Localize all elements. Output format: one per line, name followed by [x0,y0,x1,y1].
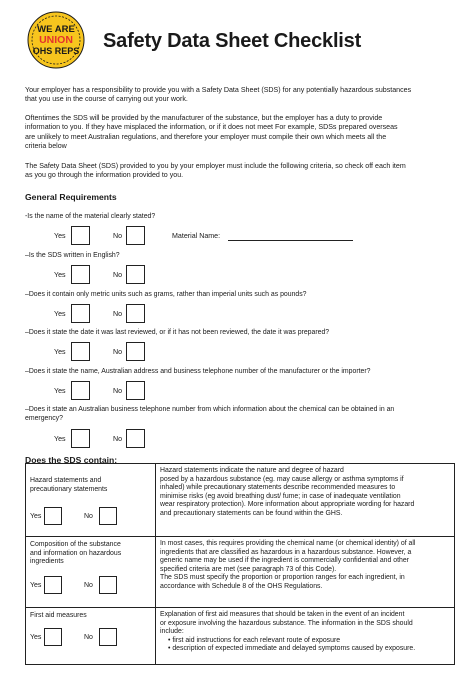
row3-no-checkbox[interactable] [99,628,117,646]
question-manufacturer-details: –Does it state the name, Australian address and business telephone number of the manufacturer or the importer? [25,368,371,375]
q5-yes-checkbox[interactable] [71,381,90,400]
row1-yes-label: Yes [30,513,42,520]
q3-no-checkbox[interactable] [126,304,145,323]
row2-label-line-3: ingredients [30,558,64,565]
row3-bullet-2: • description of expected immediate and delayed symptoms caused by exposure. [168,645,452,654]
row1-desc-line-4: minimise risks (eg avoid breathing dust/ fume; in case of inadequate ventilation [160,492,401,500]
q4-yes-label: Yes [54,348,66,356]
row2-label-line-2: and information on hazardous [30,549,122,557]
sds-contents-table [25,463,455,665]
row3-desc-line-3: include: [160,628,184,635]
row3-yes-label: Yes [30,634,42,641]
intro-p2-line-1: Oftentimes the SDS will be provided by the manufacturer of the substance, but the employer has a duty to provide [25,114,383,122]
q2-no-checkbox[interactable] [126,265,145,284]
page-title: Safety Data Sheet Checklist [103,30,362,52]
row3-desc-line-1: Explanation of first aid measures that should be taken in the event of an incident [160,611,405,618]
row2-no-checkbox[interactable] [99,576,117,594]
q6-line-1: –Does it state an Australian business telephone number from which information about the chemical can be obtained in an [25,406,395,413]
q5-no-checkbox[interactable] [126,381,145,400]
row2-desc-line-2: ingredients that are classified as hazardous in a hazardous substance. However, a [160,548,412,556]
question-review-date: –Does it state the date it was last reviewed, or if it has not been reviewed, the date it was prepared? [25,329,330,336]
intro-p1-line-1: Your employer has a responsibility to provide you with a Safety Data Sheet (SDS) for any potentially hazardous substances [25,86,412,94]
intro-paragraph-1 [25,86,455,105]
q6-no-label: No [113,435,123,443]
row3-description [156,608,456,657]
union-ohs-reps-logo [27,11,85,69]
row3-no-label: No [84,634,93,641]
q5-no-label: No [113,387,123,395]
question-emergency-phone [25,405,455,423]
row2-desc-line-5: The SDS must specify the proportion or proportion ranges for each ingredient, in [160,574,405,581]
q6-no-checkbox[interactable] [126,429,145,448]
row1-desc-line-2: posed by a hazardous substance (eg. may cause allergy or asthma symptoms if [160,475,404,483]
row1-desc-line-3: inhaled) while precautionary statements describe recommended measures to [160,484,396,491]
row3-label-line-1: First aid measures [30,612,87,619]
row2-yes-label: Yes [30,582,42,589]
row3-bullet-list [160,637,452,654]
intro-paragraph-3 [25,162,455,181]
q1-no-label: No [113,232,123,240]
table-row-hazard-statements [26,464,454,537]
row1-yes-checkbox[interactable] [44,507,62,525]
row2-desc-line-1: In most cases, this requires providing the chemical name (or chemical identity) of all [160,540,416,547]
q2-no-label: No [113,271,123,279]
general-requirements-heading: General Requirements [25,192,117,202]
intro-p3-line-2: as you go through the information provided to you. [25,171,184,180]
row2-yes-checkbox[interactable] [44,576,62,594]
row2-desc-line-6: accordance with Schedule 8 of the OHS Regulations. [160,582,323,590]
row2-label-line-1: Composition of the substance [30,541,121,548]
table-row-first-aid [26,608,454,664]
q5-yes-label: Yes [54,387,66,395]
row2-desc-line-3: generic name may be used if the ingredient is commercially confidential and other [160,557,409,564]
intro-paragraph-2 [25,114,455,152]
row2-label-cell [26,537,156,607]
q6-yes-label: Yes [54,435,66,443]
intro-p3-line-1: The Safety Data Sheet (SDS) provided to you by your employer must include the following criteria, so check off each item [25,162,406,170]
row3-label [30,612,150,621]
row3-bullet-1: • first aid instructions for each relevant route of exposure [168,637,452,646]
row1-desc-line-6: and precautionary statements can be found within the GHS. [160,509,343,517]
material-name-input[interactable] [228,240,353,241]
intro-p2-line-4: criteria below [25,142,67,151]
q4-no-checkbox[interactable] [126,342,145,361]
q1-yes-checkbox[interactable] [71,226,90,245]
question-english: –Is the SDS written in English? [25,252,120,259]
intro-p2-line-3: are unlikely to meet Australian regulations, and therefore your employer must compile their own which meets all the [25,132,387,141]
logo-line-1: WE ARE [37,24,75,35]
row1-no-checkbox[interactable] [99,507,117,525]
row1-no-label: No [84,513,93,520]
row3-desc-line-2: or exposure involving the hazardous substance. The information in the SDS should [160,619,413,627]
q6-line-2: emergency? [25,415,63,423]
sds-contents-heading: Does the SDS contain: [25,455,118,465]
row1-label-line-1: Hazard statements and [30,477,102,484]
row1-description [156,464,456,521]
row3-yes-checkbox[interactable] [44,628,62,646]
intro-p1-line-2: that you use in the course of carrying out your work. [25,95,188,104]
q1-yes-label: Yes [54,232,66,240]
q2-yes-label: Yes [54,271,66,279]
q3-yes-checkbox[interactable] [71,304,90,323]
row2-desc-line-4: specified criteria are met (see paragraph 73 of this Code). [160,565,337,573]
row1-label-cell [26,464,156,536]
question-material-name: -Is the name of the material clearly stated? [25,213,156,220]
q2-yes-checkbox[interactable] [71,265,90,284]
row1-desc-line-1: Hazard statements indicate the nature and degree of hazard [160,467,344,474]
material-name-label: Material Name: [172,232,221,240]
row1-desc-line-5: wear respiratory protection). More information about appropriate wording for hazard [160,501,415,508]
q6-yes-checkbox[interactable] [71,429,90,448]
logo-line-3: OHS REPS [32,46,80,56]
q1-no-checkbox[interactable] [126,226,145,245]
question-metric-units: –Does it contain only metric units such as grams, rather than imperial units such as pounds? [25,291,307,298]
q3-no-label: No [113,310,123,318]
row2-description [156,537,456,594]
table-row-composition [26,537,454,608]
row3-label-cell [26,608,156,664]
q4-no-label: No [113,348,123,356]
q4-yes-checkbox[interactable] [71,342,90,361]
row2-no-label: No [84,582,93,589]
q3-yes-label: Yes [54,310,66,318]
row2-label [30,541,150,567]
intro-p2-line-2: information to you. If they have misplaced the information, or if it does not meet For example, SDSs prepared overseas [25,123,398,132]
logo-line-2: UNION [39,34,73,46]
row1-label [30,477,150,494]
row1-label-line-2: precautionary statements [30,485,108,493]
